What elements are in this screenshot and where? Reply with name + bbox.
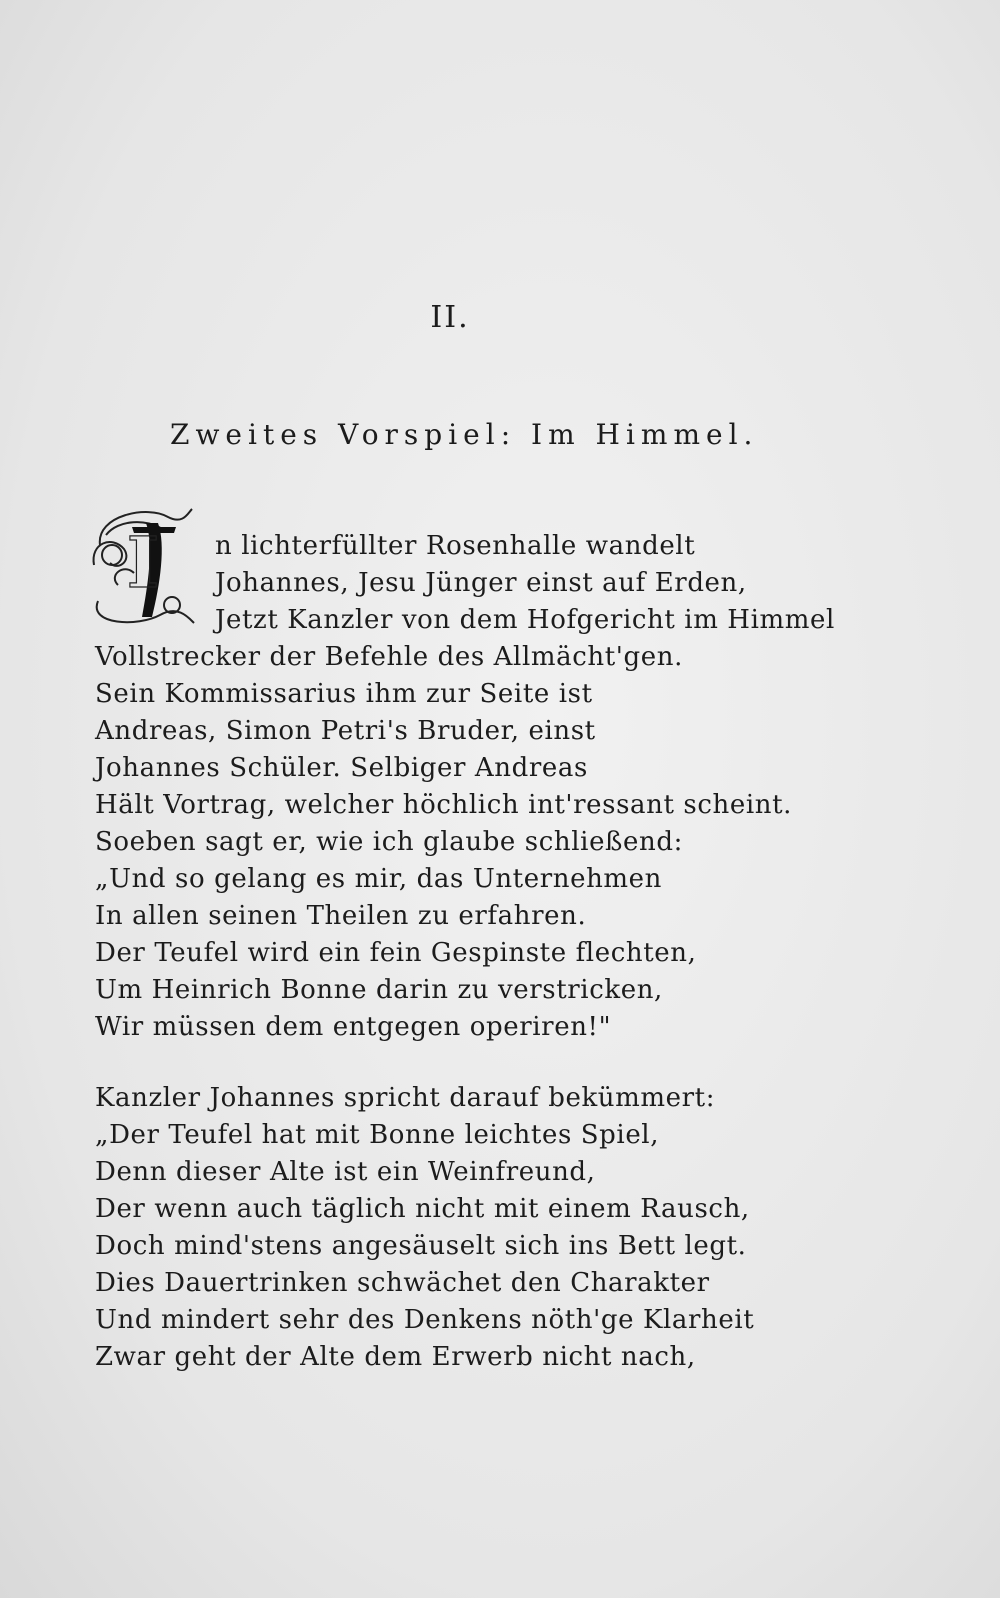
verse-line: Denn dieser Alte ist ein Weinfreund,	[95, 1157, 596, 1187]
verse-line: Zwar geht der Alte dem Erwerb nicht nach,	[95, 1342, 696, 1372]
verse-line: Kanzler Johannes spricht darauf bekümmert:	[95, 1083, 716, 1113]
verse-line: Jetzt Kanzler von dem Hofgericht im Himmel	[215, 605, 835, 635]
verse-line: „Der Teufel hat mit Bonne leichtes Spiel,	[95, 1120, 660, 1150]
chapter-numeral: II.	[430, 300, 470, 335]
verse-line: Sein Kommissarius ihm zur Seite ist	[95, 679, 593, 709]
verse-line: „Und so gelang es mir, das Unternehmen	[95, 864, 662, 894]
verse-line: Vollstrecker der Befehle des Allmächt'gen.	[95, 642, 683, 672]
drop-cap-letter: I	[126, 521, 160, 604]
verse-line: Der Teufel wird ein fein Gespinste flechten,	[95, 938, 697, 968]
verse-line: Andreas, Simon Petri's Bruder, einst	[95, 716, 596, 746]
verse-line: n lichterfüllter Rosenhalle wandelt	[215, 531, 696, 561]
verse-line: In allen seinen Theilen zu erfahren.	[95, 901, 587, 931]
poem-body	[95, 528, 835, 1376]
verse-line: Johannes, Jesu Jünger einst auf Erden,	[215, 568, 747, 598]
verse-line: Dies Dauertrinken schwächet den Charakter	[95, 1268, 710, 1298]
verse-line: Johannes Schüler. Selbiger Andreas	[95, 753, 588, 783]
scene-title: Zweites Vorspiel: Im Himmel.	[170, 418, 759, 451]
verse-line: Hält Vortrag, welcher höchlich int'ressant scheint.	[95, 790, 793, 820]
verse-line: Um Heinrich Bonne darin zu verstricken,	[95, 975, 663, 1005]
verse-line: Soeben sagt er, wie ich glaube schließend:	[95, 827, 683, 857]
verse-line: Der wenn auch täglich nicht mit einem Rausch,	[95, 1194, 750, 1224]
verse-line: Und mindert sehr des Denkens nöth'ge Klarheit	[95, 1305, 755, 1335]
verse-line: Doch mind'stens angesäuselt sich ins Bett legt.	[95, 1231, 747, 1261]
verse-line: Wir müssen dem entgegen operiren!"	[95, 1012, 612, 1042]
